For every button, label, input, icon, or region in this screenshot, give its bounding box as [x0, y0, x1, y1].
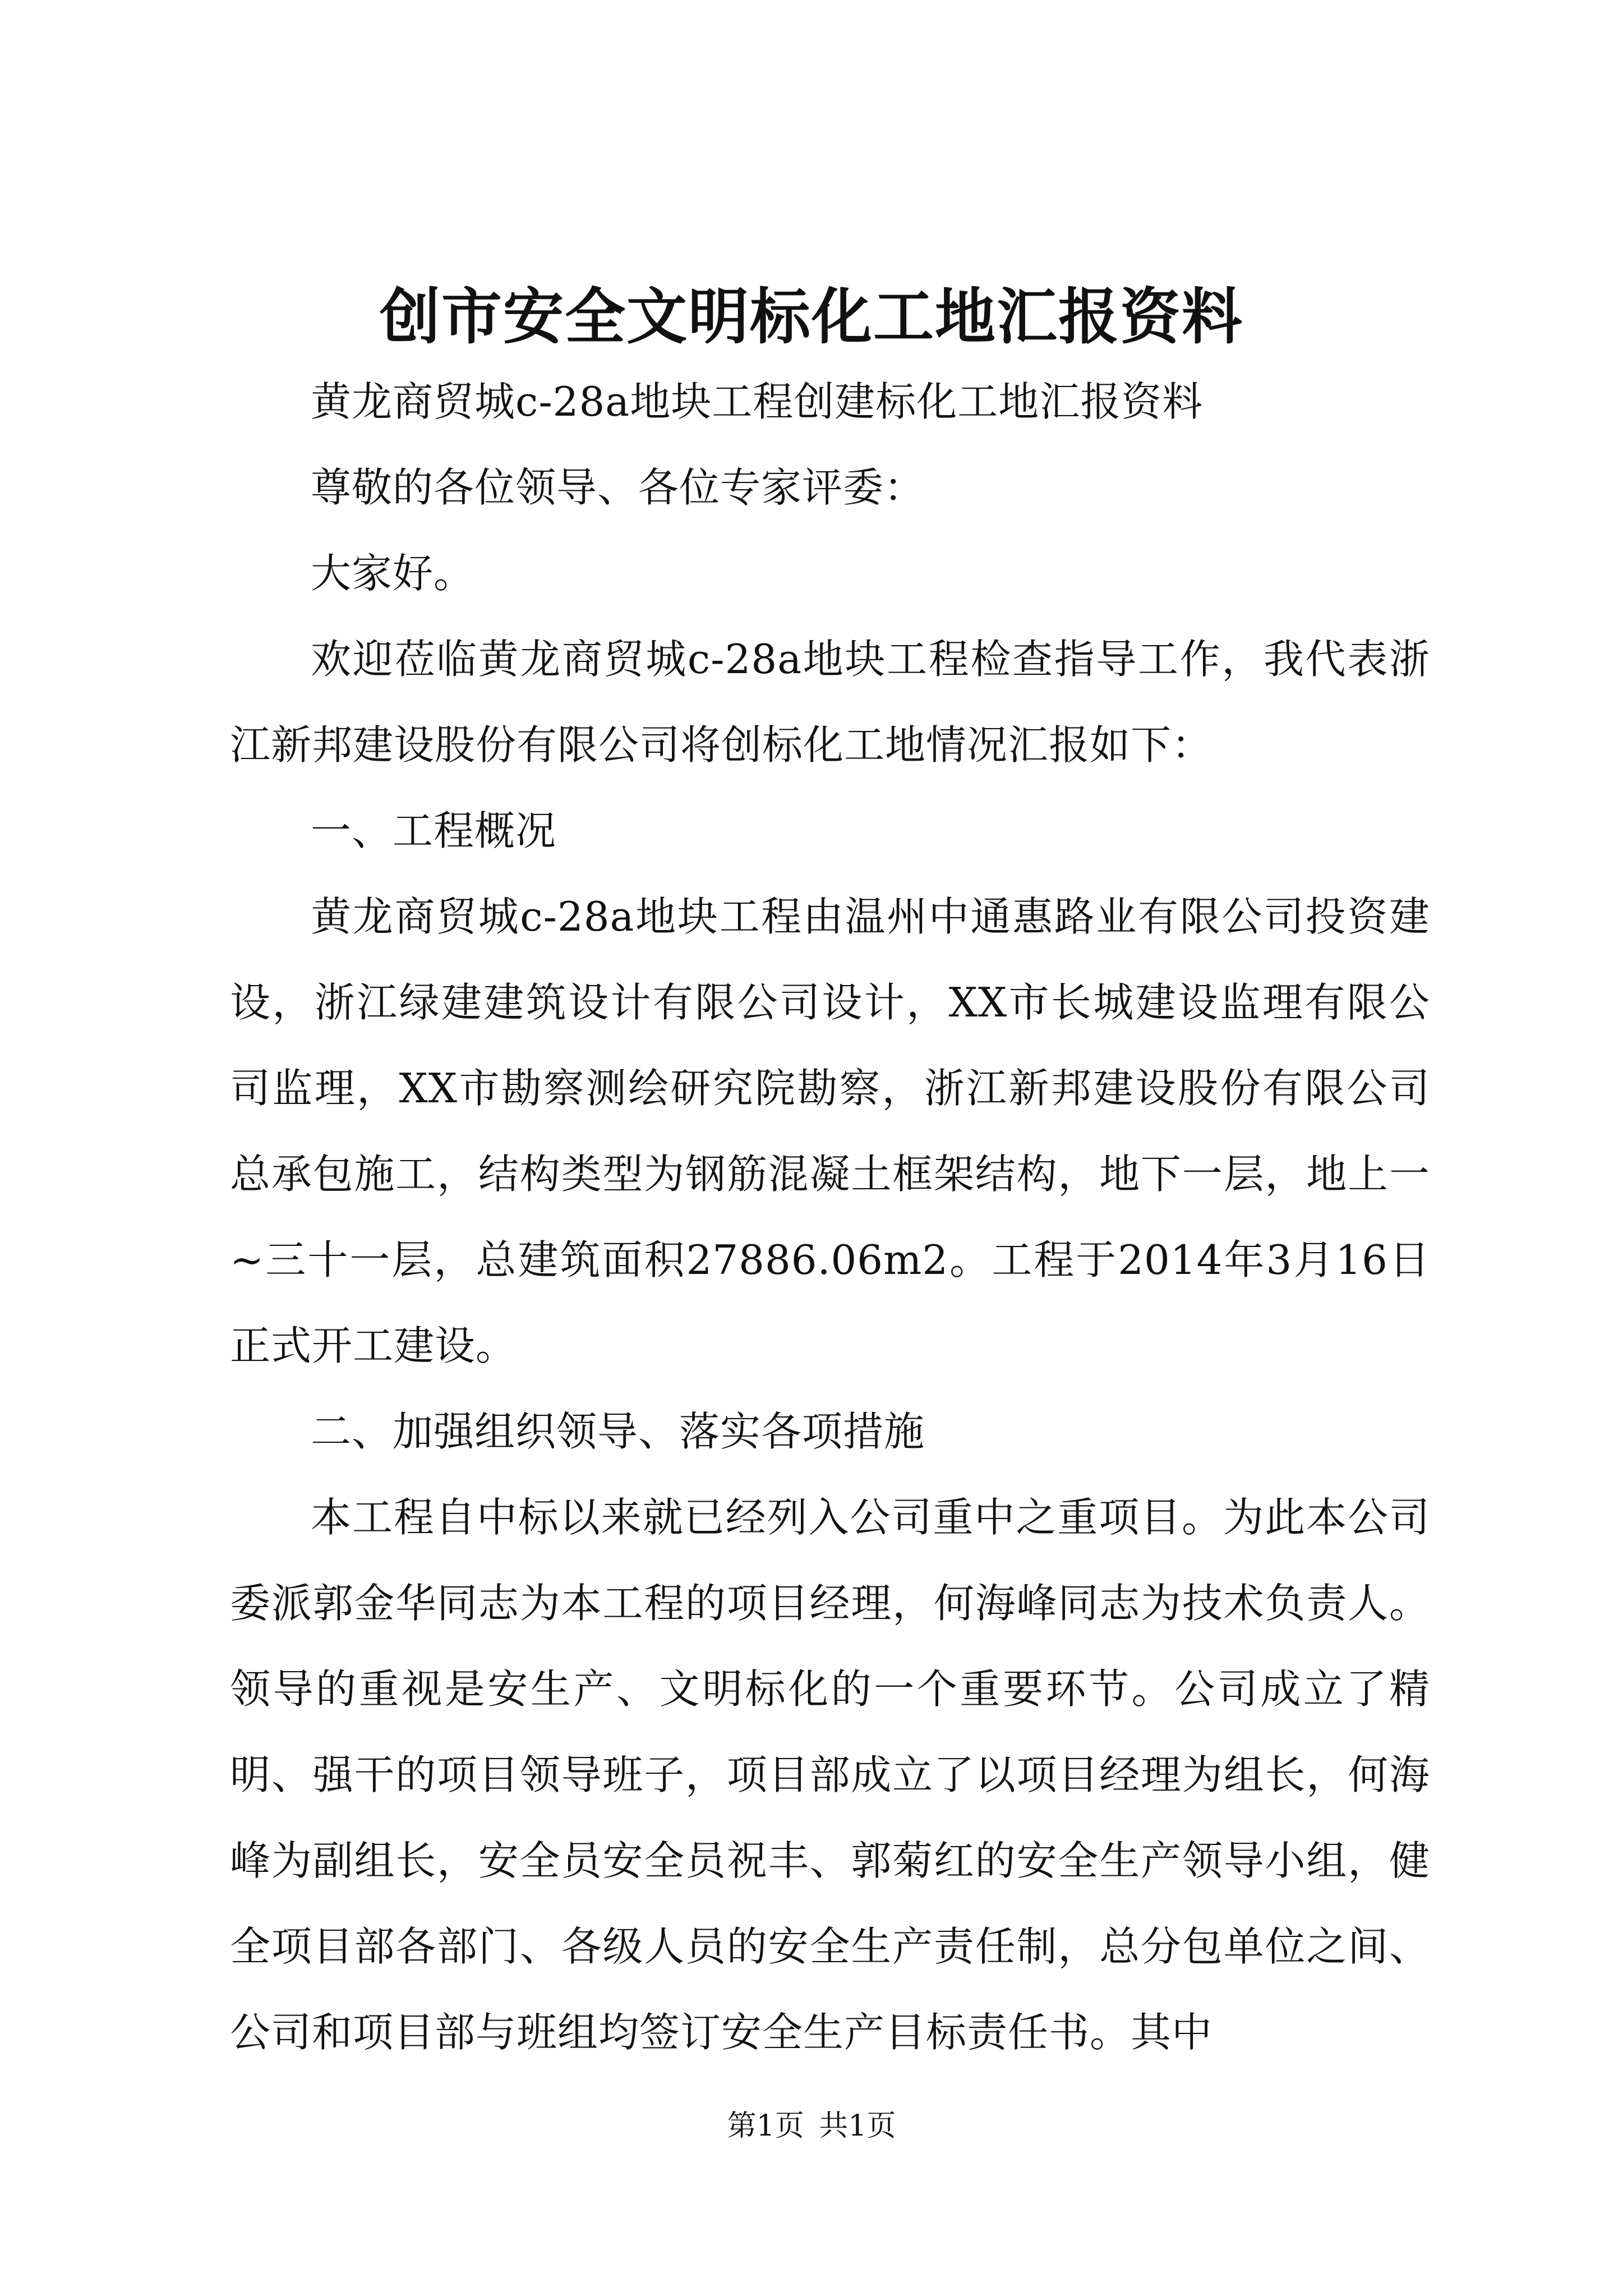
paragraph-overview: 黄龙商贸城c-28a地块工程由温州中通惠路业有限公司投资建设，浙江绿建建筑设计有限公司设计，XX市长城建设监理有限公司监理，XX市勘察测绘研究院勘察，浙江新邦建设股份有限公司总承包施工，结构类型为钢筋混凝土框架结构，地下一层，地上一~三十一层，总建筑面积27886.06m2。工程于2014年3月16日正式开工建设。 — [230, 893, 1430, 1369]
document-body — [230, 359, 1430, 2076]
document-title: 创市安全文明标化工地汇报资料 — [379, 282, 1243, 352]
section-heading-organization: 二、加强组织领导、落实各项措施 — [311, 1408, 925, 1455]
paragraph-subtitle: 黄龙商贸城c-28a地块工程创建标化工地汇报资料 — [311, 378, 1204, 425]
paragraph-organization: 本工程自中标以来就已经列入公司重中之重项目。为此本公司委派郭金华同志为本工程的项目经理，何海峰同志为技术负责人。领导的重视是安生产、文明标化的一个重要环节。公司成立了精明、强干的项目领导班子，项目部成立了以项目经理为组长，何海峰为副组长，安全员安全员祝丰、郭菊红的安全生产领导小组，健全项目部各部门、各级人员的安全生产责任制，总分包单位之间、公司和项目部与班组均签订安全生产目标责任书。其中 — [230, 1494, 1430, 2056]
paragraph-salutation: 尊敬的各位领导、各位专家评委： — [311, 464, 925, 511]
paragraph-welcome: 欢迎莅临黄龙商贸城c-28a地块工程检查指导工作，我代表浙江新邦建设股份有限公司将创标化工地情况汇报如下： — [230, 636, 1430, 769]
page-footer: 第1页 共1页 — [727, 2109, 896, 2143]
section-heading-overview: 一、工程概况 — [311, 807, 557, 854]
paragraph-greeting: 大家好。 — [311, 550, 475, 597]
